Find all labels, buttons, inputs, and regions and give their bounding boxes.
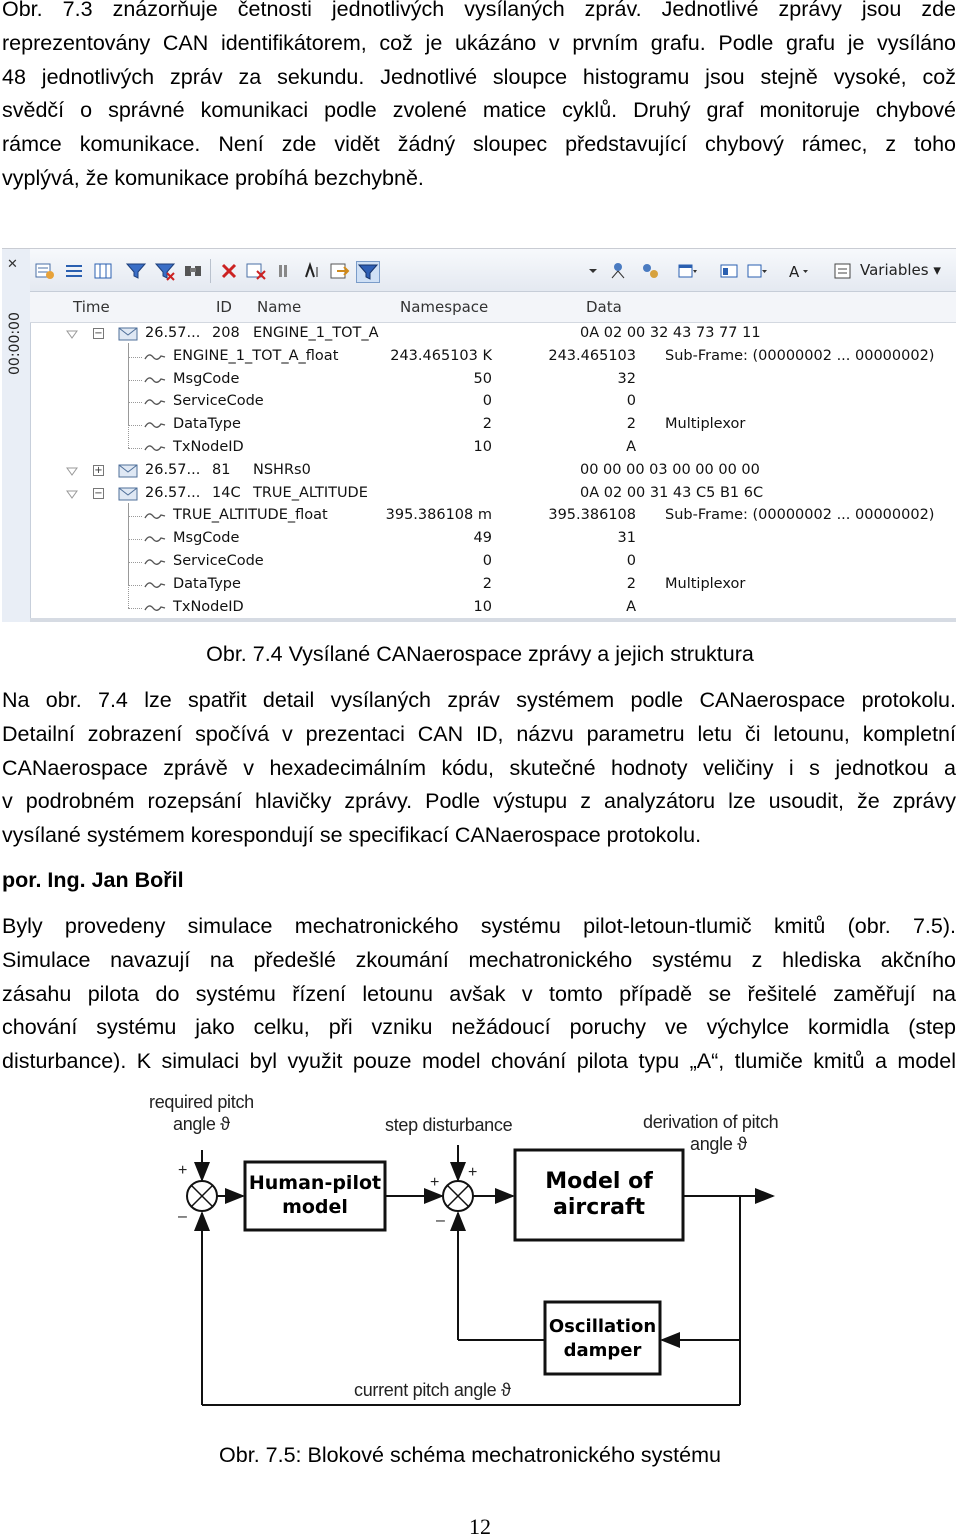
column-id[interactable]: ID	[216, 298, 232, 316]
signal-data-value: A	[626, 439, 636, 455]
signal-data-value: 395.386108	[548, 507, 636, 524]
message-id: 81	[212, 461, 231, 478]
message-row[interactable]	[30, 483, 956, 506]
text-line: rámce komunikace. Není zde vidět žádný sloupec představující chybový rámec, z toho	[2, 132, 956, 157]
list-icon[interactable]	[63, 261, 85, 281]
message-data: 00 00 00 03 00 00 00 00	[580, 461, 760, 478]
message-time: 26.57...	[145, 461, 201, 478]
layout-icon[interactable]	[718, 261, 740, 281]
text-line: v podrobném rozepsání hlavičky zprávy. Podle výstupu z analyzátoru lze usoudit, že zprávy	[2, 789, 956, 814]
signal-row[interactable]	[30, 369, 956, 392]
variables-icon[interactable]	[832, 261, 854, 281]
signal-row[interactable]	[30, 346, 956, 369]
analyzer-toolbar	[30, 249, 956, 292]
signal-name: MsgCode	[173, 530, 240, 547]
message-time: 26.57...	[145, 325, 201, 341]
row-marker-icon	[66, 488, 78, 500]
derivation-label-2: angle ϑ	[690, 1134, 747, 1154]
text-line: zásahu pilota do systému řízení letounu avšak v tomto případě se řešitelé zaměřují na	[2, 981, 956, 1006]
signal-wave-icon	[144, 579, 166, 591]
signal-data-value: 31	[617, 530, 636, 547]
signal-name: MsgCode	[173, 370, 240, 387]
dropdown-chevron-icon[interactable]	[582, 261, 604, 281]
signal-data-value: 243.465103	[548, 347, 636, 364]
column-data[interactable]: Data	[586, 298, 622, 316]
text-line: vyplývá, že komunikace probíhá bezchybně.	[2, 165, 424, 190]
row-marker-icon	[66, 328, 78, 340]
vertical-time-label	[6, 297, 24, 377]
message-envelope-icon	[118, 327, 138, 341]
text-line: Simulace navazují na předešlé zkoumání mechatronického systému z hlediska akčního	[2, 947, 956, 972]
text-line: CANaerospace zprávě v hexadecimálním kódu, skutečné hodnoty veličiny i s jednotkou a	[2, 755, 956, 780]
message-time: 26.57...	[145, 484, 201, 501]
active-filter-icon[interactable]	[356, 261, 380, 283]
signal-name: TxNodeID	[173, 598, 244, 615]
signal-wave-icon	[144, 419, 166, 431]
signal-extra: Multiplexor	[665, 575, 746, 592]
signal-raw-value: 0	[482, 393, 492, 410]
filter-remove-icon[interactable]	[154, 261, 176, 281]
derivation-label-1: derivation of pitch	[643, 1112, 779, 1132]
message-name: TRUE_ALTITUDE	[253, 484, 368, 501]
font-size-icon[interactable]	[788, 261, 810, 281]
message-data: 0A 02 00 31 43 C5 B1 6C	[580, 484, 764, 501]
text-line: Detailní zobrazení spočívá v prezentaci CAN ID, názvu parametru letu či letounu, kompletní	[2, 721, 956, 746]
signal-extra: Sub-Frame: (00000002 ... 00000002)	[665, 347, 935, 364]
network-icon[interactable]	[607, 261, 629, 281]
required-pitch-label-1: required pitch	[149, 1092, 254, 1112]
signal-raw-value: 395.386108 m	[385, 507, 492, 524]
plus-sign: +	[430, 1174, 440, 1191]
text-line: Byly provedeny simulace mechatronického systému pilot-letoun-tlumič kmitů (obr. 7.5).	[2, 914, 956, 938]
figure-7-5-caption: Obr. 7.5: Blokové schéma mechatronického systému	[219, 1443, 721, 1467]
block-label-line: model	[282, 1196, 348, 1218]
figure-7-4-caption: Obr. 7.4 Vysílané CANaerospace zprávy a jejich struktura	[206, 642, 754, 666]
signal-name: DataType	[173, 575, 241, 592]
signal-wave-icon	[144, 533, 166, 545]
text-line: vysílané systémem korespondují se specifikací CANaerospace protokolu.	[2, 823, 702, 848]
signal-data-value: 2	[626, 575, 636, 592]
columns-icon[interactable]	[92, 261, 114, 281]
row-marker-icon	[66, 465, 78, 477]
signal-raw-value: 49	[473, 530, 492, 547]
block-diagram	[140, 1090, 820, 1420]
signal-raw-value: 2	[482, 575, 492, 592]
plus-sign: +	[468, 1164, 478, 1181]
signal-data-value: 32	[617, 370, 636, 387]
message-tree	[30, 323, 956, 622]
signal-data-value: 2	[626, 416, 636, 433]
column-name[interactable]: Name	[257, 298, 302, 316]
signal-name: TRUE_ALTITUDE_float	[173, 507, 328, 524]
text-line: svědčí o správné komunikaci podle zvolené matice cyklů. Druhý graf monitoruje chybové	[2, 98, 956, 123]
message-data: 0A 02 00 32 43 73 77 11	[580, 325, 761, 341]
column-time[interactable]: Time	[73, 298, 110, 316]
signal-wave-icon	[144, 351, 166, 363]
damper-block-label	[545, 1315, 660, 1363]
signal-wave-icon	[144, 396, 166, 408]
aircraft-block-label	[515, 1169, 683, 1221]
signal-wave-icon	[144, 442, 166, 454]
message-row[interactable]	[30, 323, 956, 346]
signal-raw-value: 0	[482, 553, 492, 569]
expand-toggle-icon[interactable]: −	[94, 328, 103, 339]
close-icon[interactable]: ✕	[7, 257, 18, 272]
signal-name: ServiceCode	[173, 393, 264, 410]
svg-text:00:00:00: 00:00:00	[7, 312, 23, 375]
network-settings-icon[interactable]	[638, 261, 660, 281]
page-number: 12	[469, 1514, 491, 1539]
tree-connector	[128, 503, 129, 608]
section-heading: por. Ing. Jan Bořil	[2, 868, 184, 892]
signal-row[interactable]	[30, 391, 956, 414]
current-pitch-label: current pitch angle ϑ	[354, 1380, 511, 1400]
message-id: 14C	[212, 484, 241, 501]
block-label-line: Model of	[545, 1169, 653, 1194]
analyzer-sidebar	[2, 249, 31, 622]
svg-text:A: A	[789, 263, 800, 281]
message-name: ENGINE_1_TOT_A	[253, 325, 379, 341]
window-icon[interactable]	[676, 261, 698, 281]
filter-icon[interactable]	[125, 261, 147, 281]
text-line: reprezentovány CAN identifikátorem, což je ukázáno v prvním grafu. Podle grafu je vysíláno	[2, 30, 956, 55]
required-pitch-label-2: angle ϑ	[173, 1114, 230, 1134]
text-line: 48 jednotlivých zpráv za sekundu. Jednotlivé sloupce histogramu jsou stejně vysoké, což	[2, 64, 956, 89]
signal-row[interactable]	[30, 597, 956, 620]
clear-list-icon[interactable]	[245, 261, 267, 281]
signal-row[interactable]	[30, 437, 956, 460]
signal-row[interactable]	[30, 505, 956, 528]
block-label-line: damper	[563, 1340, 642, 1361]
horizontal-scrollbar[interactable]	[30, 618, 956, 622]
delete-icon[interactable]	[218, 261, 240, 281]
second-paragraph	[2, 684, 956, 853]
text-line: chování systému jako celku, při vzniku nežádoucí poruchy ve výchylce kormidla (step	[2, 1015, 956, 1040]
signal-name: DataType	[173, 416, 241, 433]
signal-raw-value: 10	[473, 598, 492, 615]
tree-connector	[128, 343, 129, 448]
signal-raw-value: 243.465103 K	[390, 347, 492, 364]
find-icon[interactable]	[182, 261, 204, 281]
third-paragraph	[2, 910, 956, 1079]
human-pilot-block-label	[245, 1171, 385, 1219]
signal-row[interactable]	[30, 551, 956, 574]
signal-wave-icon	[144, 556, 166, 568]
signal-name: TxNodeID	[173, 439, 244, 455]
signal-row[interactable]	[30, 414, 956, 437]
signal-wave-icon	[144, 374, 166, 386]
signal-raw-value: 50	[473, 370, 492, 387]
signal-raw-value: 10	[473, 439, 492, 455]
new-filter-icon[interactable]	[34, 261, 56, 281]
column-namespace[interactable]: Namespace	[400, 298, 489, 316]
signal-row[interactable]	[30, 574, 956, 597]
intro-paragraph	[2, 0, 956, 196]
expand-toggle-icon[interactable]: −	[94, 487, 103, 499]
plus-sign: +	[178, 1162, 188, 1179]
signal-extra: Sub-Frame: (00000002 ... 00000002)	[665, 507, 935, 524]
view-options-icon[interactable]	[746, 261, 768, 281]
pause-icon[interactable]	[272, 261, 294, 281]
signal-extra: Multiplexor	[665, 416, 746, 433]
text-line: disturbance). K simulaci byl využit pouze model chování pilota typu „A“, tlumiče kmitů a model	[2, 1049, 956, 1074]
message-envelope-icon	[118, 487, 138, 501]
message-name: NSHRs0	[253, 461, 311, 478]
block-label-line: Oscillation	[548, 1316, 657, 1337]
signal-data-value: A	[626, 598, 636, 615]
can-analyzer-screenshot	[2, 248, 956, 622]
block-label-line: aircraft	[552, 1195, 646, 1220]
variables-label: Variables	[860, 261, 929, 279]
message-envelope-icon	[118, 464, 138, 478]
signal-data-value: 0	[626, 393, 636, 410]
signal-name: ENGINE_1_TOT_A_float	[173, 347, 339, 364]
text-line: Na obr. 7.4 lze spatřit detail vysílaných zpráv systémem podle CANaerospace protokolu.	[2, 688, 956, 712]
signal-row[interactable]	[30, 528, 956, 551]
signal-wave-icon	[144, 510, 166, 522]
signal-data-value: 0	[626, 553, 636, 569]
step-disturbance-label: step disturbance	[385, 1115, 513, 1135]
expand-toggle-icon[interactable]: +	[94, 464, 103, 476]
minus-sign: –	[178, 1208, 187, 1225]
message-id: 208	[212, 325, 240, 341]
block-label-line: Human-pilot	[248, 1172, 382, 1194]
export-icon[interactable]	[328, 261, 350, 281]
variables-menu[interactable]: Variables ▾	[860, 261, 941, 279]
minus-sign: –	[436, 1212, 445, 1229]
column-header-row	[30, 292, 956, 323]
message-row[interactable]	[30, 460, 956, 483]
signal-name: ServiceCode	[173, 553, 264, 569]
sort-time-icon[interactable]	[300, 261, 322, 281]
signal-raw-value: 2	[482, 416, 492, 433]
text-line: Obr. 7.3 znázorňuje četnosti jednotlivých vysílaných zpráv. Jednotlivé zprávy jsou zde	[2, 0, 956, 21]
signal-wave-icon	[144, 602, 166, 614]
